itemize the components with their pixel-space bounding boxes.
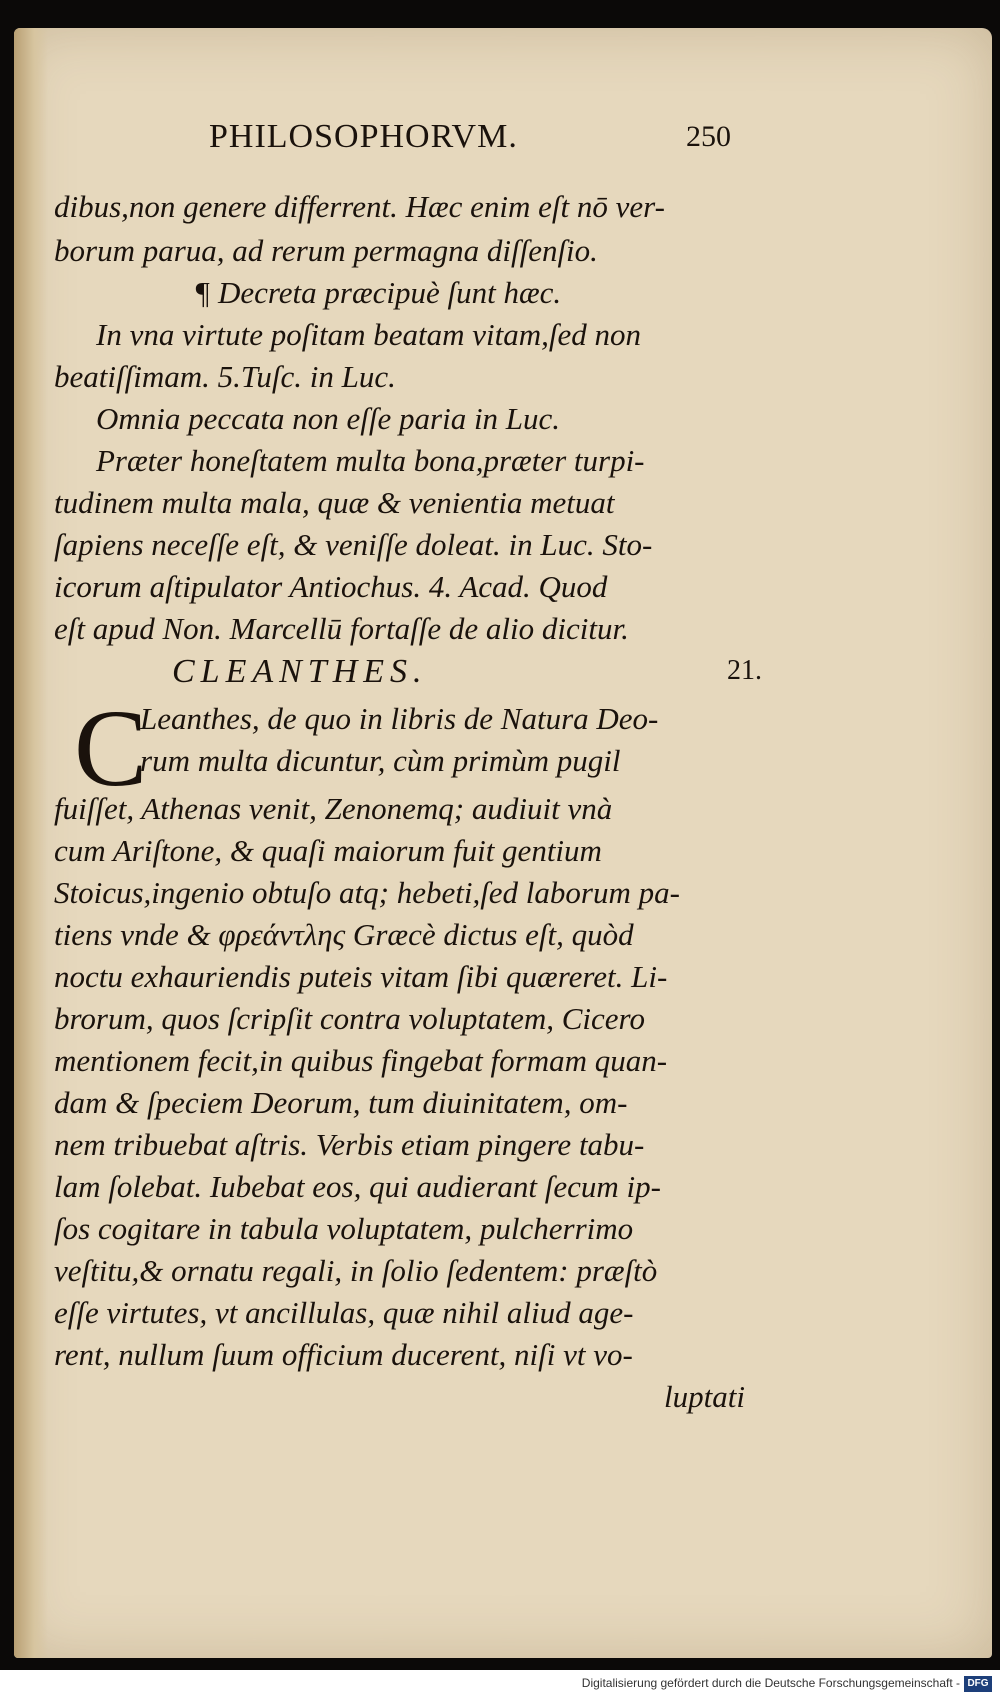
- text-line: fuiſſet, Athenas venit, Zenonemq; audiuit vnà: [54, 791, 613, 826]
- text-line: nem tribuebat aſtris. Verbis etiam pingere tabu-: [54, 1127, 645, 1162]
- section-number: 21.: [727, 655, 762, 686]
- running-head-title: PHILOSOPHORVM.: [209, 118, 518, 155]
- text-line: dam & ſpeciem Deorum, tum diuinitatem, om-: [54, 1085, 628, 1120]
- text-line: Leanthes, de quo in libris de Natura Deo-: [140, 701, 659, 736]
- text-line: borum parua, ad rerum permagna diſſenſio.: [54, 233, 598, 268]
- text-line: noctu exhauriendis puteis vitam ſibi quæreret. Li-: [54, 959, 668, 994]
- text-line: In vna virtute poſitam beatam vitam,ſed non: [96, 317, 641, 352]
- catchword: luptati: [664, 1379, 745, 1414]
- text-line: dibus,non genere differrent. Hæc enim eſt nō ver-: [54, 189, 665, 224]
- text-line: brorum, quos ſcripſit contra voluptatem, Cicero: [54, 1001, 645, 1036]
- section-heading: [172, 653, 772, 703]
- drop-cap: C: [74, 687, 148, 809]
- funding-credit: Digitalisierung gefördert durch die Deutsche Forschungsgemeinschaft -: [581, 1676, 960, 1690]
- text-line: tudinem multa mala, quæ & venientia metuat: [54, 485, 615, 520]
- text-line: Præter honeſtatem multa bona,præter turpi-: [96, 443, 645, 478]
- text-line: Stoicus,ingenio obtuſo atq; hebeti,ſed laborum pa-: [54, 875, 680, 910]
- page-number: 250: [686, 120, 731, 153]
- dfg-logo-icon: DFG: [964, 1676, 992, 1692]
- text-line: cum Ariſtone, & quaſi maiorum fuit gentium: [54, 833, 602, 868]
- book-page: [14, 28, 992, 1658]
- page-spine-shadow: [14, 28, 48, 1658]
- text-line: ſapiens neceſſe eſt, & veniſſe doleat. in Luc. Sto-: [54, 527, 653, 562]
- text-line: icorum aſtipulator Antiochus. 4. Acad. Quod: [54, 569, 608, 604]
- section-title: CLEANTHES.: [172, 653, 428, 690]
- text-line: Omnia peccata non eſſe paria in Luc.: [96, 401, 561, 436]
- text-line: eſt apud Non. Marcellū fortaſſe de alio dicitur.: [54, 611, 629, 646]
- text-line: rent, nullum ſuum officium ducerent, niſi vt vo-: [54, 1337, 633, 1372]
- text-line: beatiſſimam. 5.Tuſc. in Luc.: [54, 359, 396, 394]
- text-line: ſos cogitare in tabula voluptatem, pulcherrimo: [54, 1211, 634, 1246]
- text-line: rum multa dicuntur, cùm primùm pugil: [140, 743, 621, 778]
- text-line: veſtitu,& ornatu regali, in ſolio ſedentem: præſtò: [54, 1253, 658, 1288]
- text-line: mentionem fecit,in quibus fingebat formam quan-: [54, 1043, 668, 1078]
- text-line: lam ſolebat. Iubebat eos, qui audierant ſecum ip-: [54, 1169, 661, 1204]
- digitization-footer: [0, 1670, 1000, 1701]
- running-head: [14, 108, 992, 168]
- text-line: tiens vnde & φρεάντλης Græcè dictus eſt, quòd: [54, 917, 634, 952]
- text-line-heading: ¶ Decreta præcipuè ſunt hæc.: [194, 275, 562, 310]
- text-line: eſſe virtutes, vt ancillulas, quæ nihil aliud age-: [54, 1295, 634, 1330]
